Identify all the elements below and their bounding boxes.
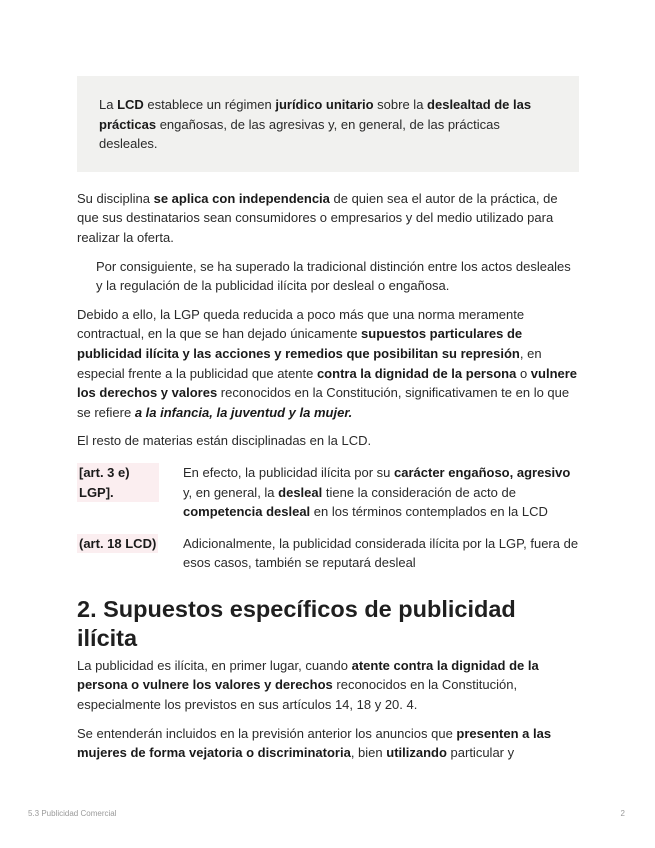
callout-box (77, 76, 579, 172)
paragraph-independence: Su disciplina se aplica con independencia de quien sea el autor de la práctica, de que sus destinatarios sean consumidores o empresarios y del medio utilizado para realizar la oferta. (77, 190, 558, 245)
paragraph-lgp: Debido a ello, la LGP queda reducida a poco más que una norma meramente contractual, en la que se han dejado únicamente supuestos particulares de publicidad ilícita y las acciones y remedios que posibilitan su represión, en especial frente a la publicidad que atente contra la dignidad de la persona o vulnere los derechos y valores reconocidos en la Constitución, significativamen te en lo que se refiere a la infancia, la juventud y la mujer. (77, 306, 578, 420)
reference-text: Adicionalmente, la publicidad considerada ilícita por la LGP, fuera de esos casos, también se reputará desleal (183, 535, 579, 571)
section-heading: 2. Supuestos específicos de publicidad ilícita (77, 595, 516, 651)
document-page (77, 76, 579, 772)
callout-text: La LCD establece un régimen jurídico unitario sobre la deslealtad de las prácticas engañosas, de las agresivas y, en general, de las prácticas desleales. (99, 97, 532, 152)
reference-tag: [art. 3 e) LGP]. (77, 463, 159, 502)
footer-title: 5.3 Publicidad Comercial (28, 809, 117, 818)
reference-row-art18 (77, 534, 579, 573)
page-number: 2 (620, 809, 625, 818)
reference-row-art3 (77, 463, 579, 522)
paragraph-rest: El resto de materias están disciplinadas en la LCD. (77, 433, 372, 449)
paragraph-dignity: La publicidad es ilícita, en primer lugar, cuando atente contra la dignidad de la persona o vulnere los valores y derechos reconocidos en la Constitución, especialmente los previstos en sus artículos 14, 18 y 20. 4. (77, 657, 539, 713)
reference-tag: (art. 18 LCD) (77, 534, 158, 554)
reference-text: En efecto, la publicidad ilícita por su carácter engañoso, agresivo y, en general, la desleal tiene la consideración de acto de competencia desleal en los términos contemplados en la LCD (183, 464, 571, 520)
paragraph-women: Se entenderán incluidos en la previsión anterior los anuncios que presenten a las mujeres de forma vejatoria o discriminatoria, bien utilizando particular y (77, 725, 552, 761)
paragraph-indented: Por consiguiente, se ha superado la tradicional distinción entre los actos desleales y la regulación de la publicidad ilícita por desleal o engañosa. (96, 258, 571, 294)
